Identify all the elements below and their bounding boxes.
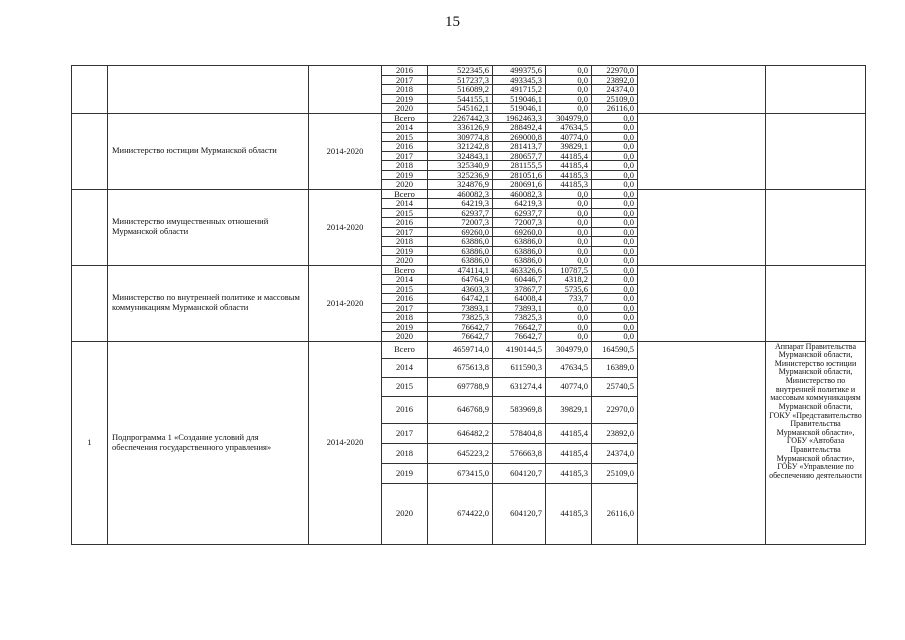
- total-cell: 474114,1: [428, 265, 493, 275]
- federal-budget-cell: 0,0: [546, 104, 592, 114]
- regional-budget-cell: 460082,3: [493, 189, 546, 199]
- ministry-name-cell: Министерство имущественных отношений Мурманской области: [108, 189, 309, 265]
- total-cell: 2267442,3: [428, 113, 493, 123]
- other-sources-cell: 0,0: [592, 132, 638, 142]
- total-cell: 522345,6: [428, 66, 493, 76]
- regional-budget-cell: 269000,8: [493, 132, 546, 142]
- federal-budget-cell: 0,0: [546, 75, 592, 85]
- other-sources-cell: 25109,0: [592, 463, 638, 483]
- other-sources-cell: 0,0: [592, 246, 638, 256]
- federal-budget-cell: 44185,4: [546, 151, 592, 161]
- federal-budget-cell: 0,0: [546, 208, 592, 218]
- executors-cell: Аппарат Правительства Мурманской области, Министерство юстиции Мурманской области, Министерство по внутренней политике и массовым коммуникациям Мурманской области, ГОКУ «Представительство Правительства Мурманской области», ГОБУ «Автобаза Правительства Мурманской области», ГОБУ «Управление по обеспечению деятельности: [766, 341, 866, 544]
- federal-budget-cell: 0,0: [546, 322, 592, 332]
- indicator-cell: [638, 341, 766, 544]
- federal-budget-cell: 44185,3: [546, 483, 592, 544]
- federal-budget-cell: 40774,0: [546, 377, 592, 396]
- federal-budget-cell: 0,0: [546, 189, 592, 199]
- table-row: [72, 66, 866, 76]
- other-sources-cell: 22970,0: [592, 396, 638, 423]
- year-cell: 2018: [382, 313, 428, 323]
- total-cell: 69260,0: [428, 227, 493, 237]
- federal-budget-cell: 44185,4: [546, 423, 592, 443]
- total-cell: 72007,3: [428, 218, 493, 228]
- total-cell: 73893,1: [428, 303, 493, 313]
- federal-budget-cell: 0,0: [546, 313, 592, 323]
- other-sources-cell: 23892,0: [592, 75, 638, 85]
- table-row: [72, 341, 866, 358]
- year-cell: 2017: [382, 227, 428, 237]
- total-cell: 460082,3: [428, 189, 493, 199]
- regional-budget-cell: 64219,3: [493, 199, 546, 209]
- regional-budget-cell: 63886,0: [493, 237, 546, 247]
- other-sources-cell: 0,0: [592, 189, 638, 199]
- total-cell: 645223,2: [428, 443, 493, 463]
- federal-budget-cell: 10787,5: [546, 265, 592, 275]
- federal-budget-cell: 304979,0: [546, 113, 592, 123]
- year-cell: 2020: [382, 332, 428, 342]
- year-cell: Всего: [382, 341, 428, 358]
- regional-budget-cell: 519046,1: [493, 94, 546, 104]
- regional-budget-cell: 493345,3: [493, 75, 546, 85]
- period-cell: [309, 66, 382, 114]
- other-sources-cell: 0,0: [592, 113, 638, 123]
- federal-budget-cell: 44185,4: [546, 443, 592, 463]
- regional-budget-cell: 60446,7: [493, 275, 546, 285]
- index-cell: [72, 66, 108, 114]
- subprogram-index-cell: 1: [72, 341, 108, 544]
- indicator-cell: [638, 189, 766, 265]
- other-sources-cell: 0,0: [592, 322, 638, 332]
- total-cell: 63886,0: [428, 246, 493, 256]
- other-sources-cell: 0,0: [592, 161, 638, 171]
- other-sources-cell: 0,0: [592, 265, 638, 275]
- year-cell: 2019: [382, 170, 428, 180]
- federal-budget-cell: 0,0: [546, 256, 592, 266]
- ministry-name-cell: Министерство юстиции Мурманской области: [108, 113, 309, 189]
- executor-cell: [766, 66, 866, 114]
- year-cell: 2017: [382, 423, 428, 443]
- total-cell: 64219,3: [428, 199, 493, 209]
- executor-cell: [766, 265, 866, 341]
- indicator-cell: [638, 66, 766, 114]
- federal-budget-cell: 0,0: [546, 199, 592, 209]
- total-cell: 324843,1: [428, 151, 493, 161]
- year-cell: 2015: [382, 132, 428, 142]
- regional-budget-cell: 611590,3: [493, 358, 546, 377]
- year-cell: 2014: [382, 199, 428, 209]
- year-cell: Всего: [382, 113, 428, 123]
- total-cell: 43603,3: [428, 284, 493, 294]
- federal-budget-cell: 0,0: [546, 246, 592, 256]
- year-cell: 2016: [382, 294, 428, 304]
- period-cell: 2014-2020: [309, 189, 382, 265]
- regional-budget-cell: 64008,4: [493, 294, 546, 304]
- other-sources-cell: 0,0: [592, 294, 638, 304]
- subprogram-name-cell: Подпрограмма 1 «Создание условий для обеспечения государственного управления»: [108, 341, 309, 544]
- year-cell: 2016: [382, 396, 428, 423]
- other-sources-cell: 0,0: [592, 313, 638, 323]
- federal-budget-cell: 4318,2: [546, 275, 592, 285]
- year-cell: 2020: [382, 104, 428, 114]
- federal-budget-cell: 39829,1: [546, 396, 592, 423]
- other-sources-cell: 0,0: [592, 284, 638, 294]
- total-cell: 325236,9: [428, 170, 493, 180]
- regional-budget-cell: 631274,4: [493, 377, 546, 396]
- federal-budget-cell: 44185,3: [546, 180, 592, 190]
- total-cell: 674422,0: [428, 483, 493, 544]
- total-cell: 517237,3: [428, 75, 493, 85]
- regional-budget-cell: 280657,7: [493, 151, 546, 161]
- year-cell: 2018: [382, 161, 428, 171]
- total-cell: 73825,3: [428, 313, 493, 323]
- total-cell: 646482,2: [428, 423, 493, 443]
- executor-cell: [766, 113, 866, 189]
- indicator-cell: [638, 265, 766, 341]
- year-cell: 2020: [382, 256, 428, 266]
- total-cell: 516089,2: [428, 85, 493, 95]
- federal-budget-cell: 47634,5: [546, 123, 592, 133]
- other-sources-cell: 22970,0: [592, 66, 638, 76]
- other-sources-cell: 26116,0: [592, 483, 638, 544]
- year-cell: 2016: [382, 218, 428, 228]
- federal-budget-cell: 0,0: [546, 237, 592, 247]
- other-sources-cell: 0,0: [592, 332, 638, 342]
- indicator-cell: [638, 113, 766, 189]
- regional-budget-cell: 463326,6: [493, 265, 546, 275]
- regional-budget-cell: 576663,8: [493, 443, 546, 463]
- total-cell: 4659714,0: [428, 341, 493, 358]
- regional-budget-cell: 4190144,5: [493, 341, 546, 358]
- other-sources-cell: 0,0: [592, 170, 638, 180]
- federal-budget-cell: 304979,0: [546, 341, 592, 358]
- regional-budget-cell: 73893,1: [493, 303, 546, 313]
- index-cell: [72, 189, 108, 265]
- regional-budget-cell: 1962463,3: [493, 113, 546, 123]
- period-cell: 2014-2020: [309, 341, 382, 544]
- other-sources-cell: 0,0: [592, 275, 638, 285]
- ministry-name-cell: Министерство по внутренней политике и массовым коммуникациям Мурманской области: [108, 265, 309, 341]
- year-cell: 2020: [382, 180, 428, 190]
- regional-budget-cell: 280691,6: [493, 180, 546, 190]
- year-cell: 2016: [382, 66, 428, 76]
- regional-budget-cell: 73825,3: [493, 313, 546, 323]
- regional-budget-cell: 63886,0: [493, 246, 546, 256]
- total-cell: 325340,9: [428, 161, 493, 171]
- regional-budget-cell: 281155,5: [493, 161, 546, 171]
- total-cell: 544155,1: [428, 94, 493, 104]
- federal-budget-cell: 0,0: [546, 66, 592, 76]
- other-sources-cell: 25109,0: [592, 94, 638, 104]
- total-cell: 697788,9: [428, 377, 493, 396]
- regional-budget-cell: 604120,7: [493, 483, 546, 544]
- regional-budget-cell: 288492,4: [493, 123, 546, 133]
- year-cell: 2015: [382, 208, 428, 218]
- year-cell: 2014: [382, 275, 428, 285]
- other-sources-cell: 0,0: [592, 303, 638, 313]
- year-cell: Всего: [382, 189, 428, 199]
- federal-budget-cell: 0,0: [546, 303, 592, 313]
- regional-budget-cell: 281051,6: [493, 170, 546, 180]
- year-cell: 2014: [382, 123, 428, 133]
- executor-cell: [766, 189, 866, 265]
- regional-budget-cell: 491715,2: [493, 85, 546, 95]
- table-row: [72, 265, 866, 275]
- regional-budget-cell: 281413,7: [493, 142, 546, 152]
- regional-budget-cell: 499375,6: [493, 66, 546, 76]
- year-cell: 2015: [382, 284, 428, 294]
- regional-budget-cell: 519046,1: [493, 104, 546, 114]
- regional-budget-cell: 69260,0: [493, 227, 546, 237]
- year-cell: 2014: [382, 358, 428, 377]
- total-cell: 76642,7: [428, 332, 493, 342]
- other-sources-cell: 0,0: [592, 142, 638, 152]
- total-cell: 64764,9: [428, 275, 493, 285]
- regional-budget-cell: 72007,3: [493, 218, 546, 228]
- regional-budget-cell: 604120,7: [493, 463, 546, 483]
- year-cell: 2019: [382, 246, 428, 256]
- year-cell: 2017: [382, 151, 428, 161]
- federal-budget-cell: 44185,4: [546, 161, 592, 171]
- total-cell: 545162,1: [428, 104, 493, 114]
- federal-budget-cell: 44185,3: [546, 170, 592, 180]
- name-cell: [108, 66, 309, 114]
- regional-budget-cell: 37867,7: [493, 284, 546, 294]
- other-sources-cell: 0,0: [592, 218, 638, 228]
- other-sources-cell: 26116,0: [592, 104, 638, 114]
- total-cell: 62937,7: [428, 208, 493, 218]
- regional-budget-cell: 583969,8: [493, 396, 546, 423]
- other-sources-cell: 0,0: [592, 123, 638, 133]
- total-cell: 309774,8: [428, 132, 493, 142]
- federal-budget-cell: 39829,1: [546, 142, 592, 152]
- other-sources-cell: 16389,0: [592, 358, 638, 377]
- federal-budget-cell: 0,0: [546, 85, 592, 95]
- year-cell: 2019: [382, 322, 428, 332]
- year-cell: 2016: [382, 142, 428, 152]
- regional-budget-cell: 62937,7: [493, 208, 546, 218]
- year-cell: 2018: [382, 237, 428, 247]
- federal-budget-cell: 40774,0: [546, 132, 592, 142]
- index-cell: [72, 113, 108, 189]
- budget-table: [71, 65, 866, 545]
- federal-budget-cell: 44185,3: [546, 463, 592, 483]
- table-row: [72, 113, 866, 123]
- other-sources-cell: 0,0: [592, 199, 638, 209]
- total-cell: 321242,8: [428, 142, 493, 152]
- page-number: 15: [445, 14, 460, 30]
- table-row: [72, 189, 866, 199]
- regional-budget-cell: 578404,8: [493, 423, 546, 443]
- regional-budget-cell: 63886,0: [493, 256, 546, 266]
- year-cell: 2018: [382, 443, 428, 463]
- total-cell: 673415,0: [428, 463, 493, 483]
- year-cell: Всего: [382, 265, 428, 275]
- total-cell: 324876,9: [428, 180, 493, 190]
- year-cell: 2015: [382, 377, 428, 396]
- year-cell: 2019: [382, 94, 428, 104]
- year-cell: 2018: [382, 85, 428, 95]
- total-cell: 76642,7: [428, 322, 493, 332]
- regional-budget-cell: 76642,7: [493, 322, 546, 332]
- other-sources-cell: 0,0: [592, 151, 638, 161]
- year-cell: 2020: [382, 483, 428, 544]
- period-cell: 2014-2020: [309, 113, 382, 189]
- federal-budget-cell: 47634,5: [546, 358, 592, 377]
- year-cell: 2017: [382, 303, 428, 313]
- year-cell: 2019: [382, 463, 428, 483]
- total-cell: 63886,0: [428, 256, 493, 266]
- federal-budget-cell: 733,7: [546, 294, 592, 304]
- index-cell: [72, 265, 108, 341]
- other-sources-cell: 0,0: [592, 256, 638, 266]
- period-cell: 2014-2020: [309, 265, 382, 341]
- federal-budget-cell: 0,0: [546, 94, 592, 104]
- year-cell: 2017: [382, 75, 428, 85]
- total-cell: 64742,1: [428, 294, 493, 304]
- total-cell: 63886,0: [428, 237, 493, 247]
- total-cell: 336126,9: [428, 123, 493, 133]
- other-sources-cell: 164590,5: [592, 341, 638, 358]
- federal-budget-cell: 5735,6: [546, 284, 592, 294]
- federal-budget-cell: 0,0: [546, 218, 592, 228]
- other-sources-cell: 0,0: [592, 208, 638, 218]
- other-sources-cell: 0,0: [592, 227, 638, 237]
- other-sources-cell: 24374,0: [592, 443, 638, 463]
- total-cell: 646768,9: [428, 396, 493, 423]
- other-sources-cell: 24374,0: [592, 85, 638, 95]
- other-sources-cell: 0,0: [592, 237, 638, 247]
- total-cell: 675613,8: [428, 358, 493, 377]
- federal-budget-cell: 0,0: [546, 227, 592, 237]
- other-sources-cell: 25740,5: [592, 377, 638, 396]
- regional-budget-cell: 76642,7: [493, 332, 546, 342]
- other-sources-cell: 0,0: [592, 180, 638, 190]
- federal-budget-cell: 0,0: [546, 332, 592, 342]
- other-sources-cell: 23892,0: [592, 423, 638, 443]
